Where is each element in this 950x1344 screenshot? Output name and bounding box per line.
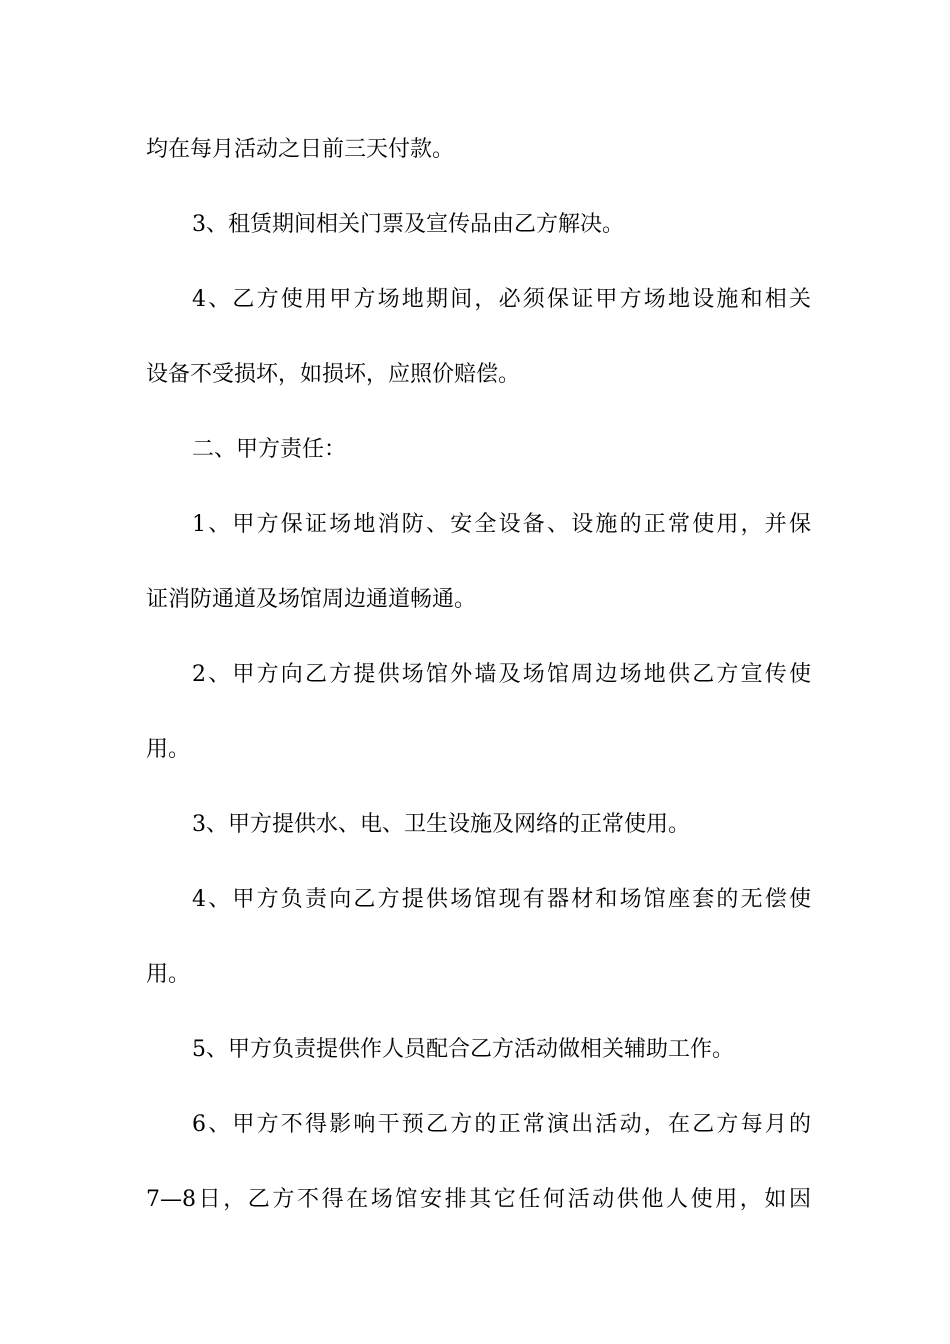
text-line-1: 均在每月活动之日前三天付款。	[146, 137, 455, 162]
text-line-7: 证消防通道及场馆周边通道畅通。	[146, 587, 477, 612]
text-line-15: 7—8日，乙方不得在场馆安排其它任何活动供他人使用，如因	[146, 1187, 811, 1212]
text-line-10: 3、甲方提供水、电、卫生设施及网络的正常使用。	[192, 812, 690, 837]
text-line-11: 4、甲方负责向乙方提供场馆现有器材和场馆座套的无偿使	[192, 887, 811, 912]
text-line-2: 3、租赁期间相关门票及宣传品由乙方解决。	[192, 212, 624, 237]
text-line-13: 5、甲方负责提供作人员配合乙方活动做相关辅助工作。	[192, 1037, 734, 1062]
text-line-8: 2、甲方向乙方提供场馆外墙及场馆周边场地供乙方宣传使	[192, 662, 811, 687]
text-line-12: 用。	[146, 962, 191, 987]
text-line-3: 4、乙方使用甲方场地期间，必须保证甲方场地设施和相关	[192, 287, 811, 312]
section-heading: 二、甲方责任：	[192, 437, 347, 462]
text-line-14: 6、甲方不得影响干预乙方的正常演出活动，在乙方每月的	[192, 1112, 811, 1137]
text-line-6: 1、甲方保证场地消防、安全设备、设施的正常使用，并保	[192, 512, 811, 537]
text-line-9: 用。	[146, 737, 191, 762]
text-line-4: 设备不受损坏，如损坏，应照价赔偿。	[146, 362, 521, 387]
